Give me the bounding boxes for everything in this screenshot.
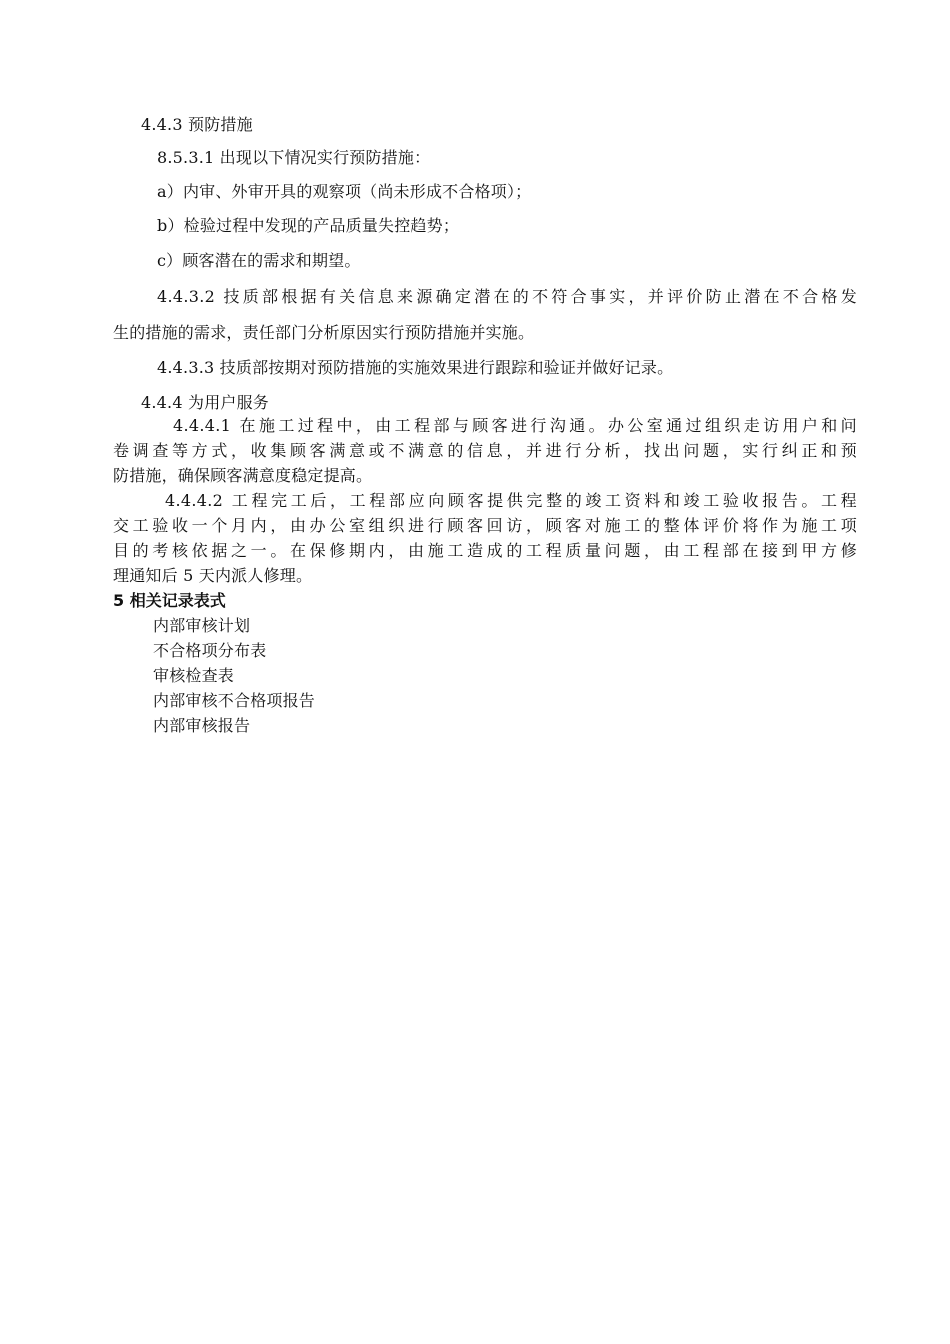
paragraph-4-4-3-3: 4.4.3.3 技质部按期对预防措施的实施效果进行跟踪和验证并做好记录。	[157, 358, 674, 377]
paragraph-4-4-4-1-line-3: 防措施，确保顾客满意度稳定提高。	[113, 466, 373, 485]
list-item-a: a）内审、外审开具的观察项（尚未形成不合格项）；	[157, 182, 532, 201]
section-4-4-3-title: 4.4.3 预防措施	[141, 115, 253, 134]
section-5-title: 5 相关记录表式	[113, 591, 226, 610]
record-item: 审核检查表	[153, 666, 235, 685]
record-item: 内部审核计划	[153, 616, 251, 635]
paragraph-4-4-4-2-line-3: 目的考核依据之一。在保修期内，由施工造成的工程质量问题，由工程部在接到甲方修	[113, 541, 857, 560]
paragraph-8-5-3-1: 8.5.3.1 出现以下情况实行预防措施：	[157, 148, 431, 167]
paragraph-4-4-3-2-line-1: 4.4.3.2 技质部根据有关信息来源确定潜在的不符合事实，并评价防止潜在不合格发	[157, 287, 857, 306]
record-item: 内部审核报告	[153, 716, 251, 735]
list-item-c: c）顾客潜在的需求和期望。	[157, 251, 361, 270]
list-item-b: b）检验过程中发现的产品质量失控趋势；	[157, 216, 460, 235]
section-4-4-4-title: 4.4.4 为用户服务	[141, 393, 269, 412]
paragraph-4-4-4-2-line-4: 理通知后 5 天内派人修理。	[113, 566, 313, 585]
paragraph-4-4-4-1-line-1: 4.4.4.1 在施工过程中，由工程部与顾客进行沟通。办公室通过组织走访用户和问	[173, 416, 857, 435]
record-item: 不合格项分布表	[153, 641, 267, 660]
paragraph-4-4-4-2-line-2: 交工验收一个月内，由办公室组织进行顾客回访，顾客对施工的整体评价将作为施工项	[113, 516, 857, 535]
paragraph-4-4-4-2-line-1: 4.4.4.2 工程完工后，工程部应向顾客提供完整的竣工资料和竣工验收报告。工程	[165, 491, 857, 510]
paragraph-4-4-3-2-line-2: 生的措施的需求，责任部门分析原因实行预防措施并实施。	[113, 323, 535, 342]
record-item: 内部审核不合格项报告	[153, 691, 316, 710]
paragraph-4-4-4-1-line-2: 卷调查等方式，收集顾客满意或不满意的信息，并进行分析，找出问题，实行纠正和预	[113, 441, 857, 460]
